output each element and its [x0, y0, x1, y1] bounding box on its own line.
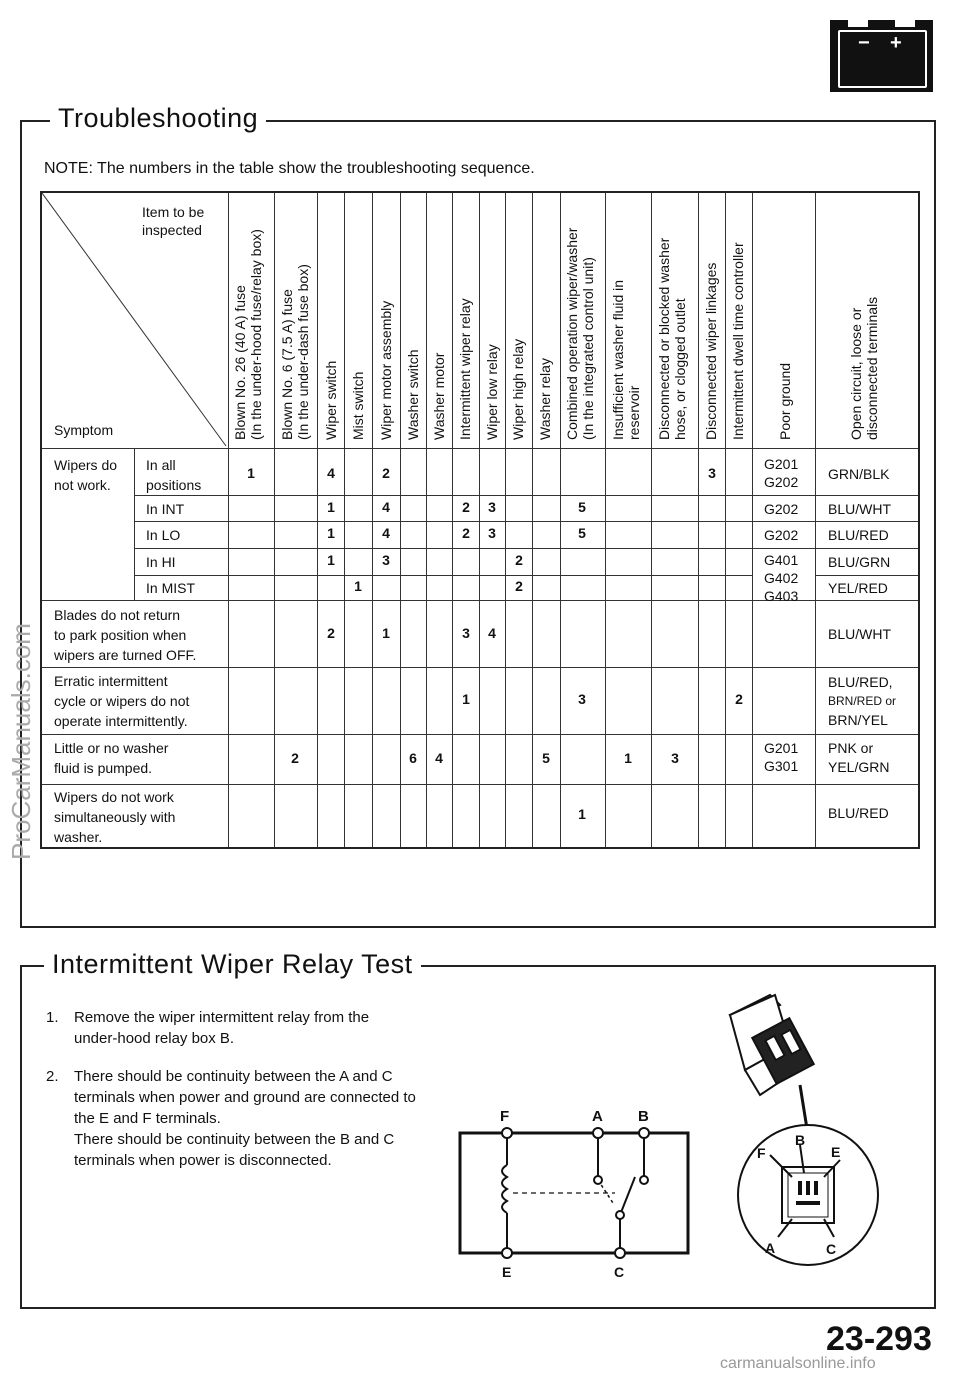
symptom-sub-divider: [134, 448, 135, 600]
symptom-wipers-not-work: Wipers do not work.: [54, 457, 118, 493]
table-note: NOTE: The numbers in the table show the troubleshooting sequence.: [44, 160, 535, 177]
value-cell: 2: [735, 691, 743, 707]
pinout-label-c: C: [826, 1241, 837, 1257]
symptom-in-lo: In LO: [146, 527, 181, 543]
terminal-label-c: C: [614, 1264, 625, 1280]
col-dwell-controller: Intermittent dwell time controller: [730, 242, 746, 440]
col-fuse-6: Blown No. 6 (7.5 A) fuse (In the under-dash fuse box): [279, 264, 311, 440]
wire-cell: BLU/WHT: [828, 626, 891, 642]
value-cell: 3: [462, 625, 470, 641]
value-cell: 2: [515, 578, 523, 594]
value-cell: 1: [247, 465, 255, 481]
symptom-erratic: Erratic intermittent cycle or wipers do not operate intermittently.: [54, 673, 190, 729]
value-cell: 1: [327, 525, 335, 541]
pinout-label-a: A: [765, 1240, 776, 1256]
step-1-text: Remove the wiper intermittent relay from the under-hood relay box B.: [74, 1009, 370, 1047]
symptom-simultaneous: Wipers do not work simultaneously with washer.: [54, 789, 176, 845]
wire-cell: BLU/WHT: [828, 501, 891, 517]
value-cell: 3: [578, 691, 586, 707]
symptom-in-mist: In MIST: [146, 580, 196, 596]
ground-cell: G401 G402 G403: [764, 552, 799, 604]
col-washer-relay: Washer relay: [537, 358, 553, 440]
troubleshooting-table: [40, 191, 920, 849]
symptom-in-hi: In HI: [146, 554, 176, 570]
terminal-label-a: A: [592, 1108, 603, 1125]
step-2-text: There should be continuity between the A and C terminals when power and ground are connected to the E and F terminals. There should be continuity between the B and C terminals when power is disconnected.: [74, 1068, 416, 1169]
col-high-relay: Wiper high relay: [510, 338, 526, 440]
col-combined-operation: Combined operation wiper/washer (In the integrated control unit): [564, 227, 596, 440]
col-wiper-switch: Wiper switch: [323, 360, 339, 440]
wire-cell: BRN/RED or: [828, 694, 897, 708]
value-cell: 6: [409, 750, 417, 766]
value-cell: 4: [435, 750, 443, 766]
value-cell: 2: [291, 750, 299, 766]
value-cell: 4: [382, 499, 390, 515]
ground-cell: G201 G301: [764, 740, 799, 774]
value-cell: 5: [542, 750, 550, 766]
col-wiper-linkages: Disconnected wiper linkages: [703, 262, 719, 440]
ground-cell: G202: [764, 527, 799, 543]
symptom-in-int: In INT: [146, 501, 185, 517]
col-fuse-26: Blown No. 26 (40 A) fuse (In the under-hood fuse/relay box): [232, 229, 264, 440]
relay-circuit-diagram: [455, 1105, 695, 1280]
col-insufficient-fluid: Insufficient washer fluid in reservoir: [610, 279, 642, 440]
value-cell: 2: [462, 499, 470, 515]
wire-cell: BRN/YEL: [828, 712, 888, 728]
value-cell: 3: [488, 525, 496, 541]
value-cell: 3: [671, 750, 679, 766]
step-1-number: 1.: [46, 1009, 59, 1026]
battery-icon: − +: [830, 20, 933, 92]
col-wiper-motor: Wiper motor assembly: [378, 300, 394, 440]
pinout-label-f: F: [757, 1145, 766, 1161]
ground-cell: G201 G202: [764, 456, 799, 490]
watermark: ProCarManuals.com: [6, 623, 36, 860]
value-cell: 3: [488, 499, 496, 515]
wire-cell: YEL/RED: [828, 580, 888, 596]
relay-test-title: Intermittent Wiper Relay Test: [44, 949, 421, 980]
corner-symptom-label: Symptom: [54, 422, 114, 438]
value-cell: 3: [708, 465, 716, 481]
terminal-label-e: E: [502, 1264, 512, 1280]
value-cell: 1: [462, 691, 470, 707]
value-cell: 2: [462, 525, 470, 541]
wire-cell: PNK or: [828, 740, 874, 756]
value-cell: 5: [578, 499, 586, 515]
pinout-label-b: B: [795, 1132, 806, 1148]
col-blocked-hose: Disconnected or blocked washer hose, or clogged outlet: [656, 237, 688, 440]
relay-illustration: [700, 985, 900, 1275]
value-cell: 1: [382, 625, 390, 641]
symptom-blades: Blades do not return to park position when wipers are turned OFF.: [54, 607, 197, 663]
footer-site: carmanualsonline.info: [720, 1355, 876, 1372]
troubleshooting-title: Troubleshooting: [50, 103, 266, 134]
col-mist-switch: Mist switch: [350, 371, 366, 440]
col-open-circuit: Open circuit, loose or disconnected terminals: [848, 296, 880, 440]
value-cell: 4: [327, 465, 335, 481]
wire-cell: BLU/GRN: [828, 554, 891, 570]
terminal-label-f: F: [500, 1108, 510, 1125]
value-cell: 1: [327, 499, 335, 515]
wire-cell: BLU/RED: [828, 805, 889, 821]
ground-cell: G202: [764, 501, 799, 517]
value-cell: 4: [382, 525, 390, 541]
wire-cell: YEL/GRN: [828, 759, 890, 775]
symptom-in-all: In all positions: [146, 457, 202, 493]
col-washer-switch: Washer switch: [405, 349, 421, 440]
value-cell: 4: [488, 625, 496, 641]
value-cell: 1: [354, 578, 362, 594]
value-cell: 2: [515, 552, 523, 568]
wire-cell: GRN/BLK: [828, 466, 890, 482]
value-cell: 2: [382, 465, 390, 481]
page-number: 23-293: [826, 1320, 932, 1358]
value-cell: 1: [327, 552, 335, 568]
terminal-label-b: B: [638, 1108, 649, 1125]
value-cell: 1: [624, 750, 632, 766]
symptom-little-washer: Little or no washer fluid is pumped.: [54, 740, 169, 776]
value-cell: 3: [382, 552, 390, 568]
wire-cell: BLU/RED,: [828, 674, 893, 690]
step-2-number: 2.: [46, 1068, 59, 1085]
value-cell: 5: [578, 525, 586, 541]
corner-item-label: Item to be inspected: [142, 204, 205, 238]
wire-cell: BLU/RED: [828, 527, 889, 543]
col-washer-motor: Washer motor: [431, 352, 447, 440]
pinout-label-e: E: [831, 1144, 841, 1160]
col-low-relay: Wiper low relay: [484, 344, 500, 440]
col-poor-ground: Poor ground: [777, 362, 793, 440]
col-intermittent-relay: Intermittent wiper relay: [457, 298, 473, 440]
value-cell: 1: [578, 806, 586, 822]
value-cell: 2: [327, 625, 335, 641]
